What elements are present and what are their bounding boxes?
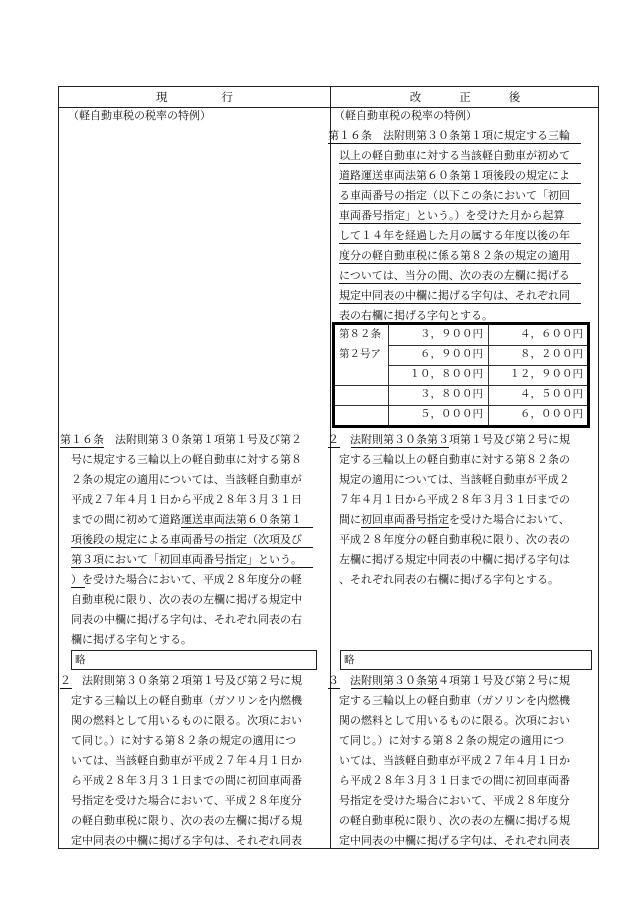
- left-article-16-line: までの間に初めて道路運送車両法第６０条第１: [71, 513, 302, 526]
- right-paragraph-2-line: 、それぞれ同表の右欄に掲げる字句とする。: [339, 573, 559, 586]
- left-paragraph-2-line: ２ 法附則第３０条第２項第１号及び第２号に規: [60, 674, 302, 687]
- right-article-16-line: 道路運送車両法第６０条第１項後段の規定によ: [339, 169, 570, 182]
- amendment-underline: [71, 547, 313, 548]
- amendment-underline: [71, 567, 313, 568]
- right-article-16-line: 表の右欄に掲げる字句とする。: [339, 309, 493, 322]
- right-omitted-box: [340, 650, 592, 670]
- amendment-underline: [351, 688, 439, 689]
- table-old-rate: ３，９００円: [420, 328, 483, 340]
- left-article-16-line: 第３項において「初回車両番号指定」という。: [71, 553, 302, 566]
- table-provision: 第８２条: [339, 328, 381, 340]
- left-article-16-line: ）を受けた場合において、平成２８年度分の軽: [71, 573, 302, 586]
- amendment-underline: [328, 688, 340, 689]
- table-old-rate: １０，８００円: [409, 368, 483, 380]
- table-new-rate: １２，９００円: [509, 368, 583, 380]
- amendment-underline: [60, 688, 72, 689]
- amendment-underline: [328, 447, 340, 448]
- amendment-underline: [339, 243, 581, 244]
- right-article-16-line: 以上の軽自動車に対する当該軽自動車が初めて: [339, 149, 570, 162]
- amendment-underline: [328, 143, 581, 144]
- left-paragraph-2-line: ら平成２８年３月３１日までの間に初回車両番: [71, 774, 302, 787]
- left-paragraph-2-line: 関の燃料として用いるものに限る。次項におい: [71, 714, 302, 727]
- table-new-rate: ４，５００円: [520, 388, 583, 400]
- table-divider: [488, 325, 489, 425]
- left-paragraph-2-line: いては、当該軽自動車が平成２７年４月１日か: [71, 754, 302, 767]
- left-article-16-line: 号に規定する三輪以上の軽自動車に対する第８: [71, 453, 302, 466]
- right-paragraph-3-line: の軽自動車税に限り、次の表の左欄に掲げる規: [339, 814, 570, 827]
- left-article-16-line: 第１６条 法附則第３０条第１項第１号及び第２: [60, 433, 302, 446]
- right-paragraph-2-line: 左欄に掲げる規定中同表の中欄に掲げる字句は: [339, 553, 570, 566]
- right-omitted-text: 略: [344, 654, 355, 666]
- left-paragraph-2-line: 定中同表の中欄に掲げる字句は、それぞれ同表: [71, 834, 302, 847]
- right-article-16-line: 第１６条 法附則第３０条第１項に規定する三輪: [328, 129, 570, 142]
- tax-rate-table: [332, 322, 590, 428]
- right-paragraph-2-line: 定する三輪以上の軽自動車に対する第８２条の: [339, 453, 570, 466]
- current-header-char: 現: [156, 90, 168, 104]
- right-article-16-line: 車両番号指定」という。）を受けた月から起算: [339, 209, 565, 222]
- amendment-underline: [339, 263, 581, 264]
- left-article-16-line: 項後段の規定による車両番号の指定（次項及び: [71, 533, 302, 546]
- column-divider: [330, 87, 331, 848]
- right-paragraph-3-line: ３ 法附則第３０条第４項第１号及び第２号に規: [328, 674, 570, 687]
- right-paragraph-2-line: ２ 法附則第３０条第３項第１号及び第２号に規: [328, 433, 570, 446]
- revised-header-char: 改: [409, 90, 422, 104]
- right-paragraph-2-line: 間に初回車両番号指定を受けた場合において、: [339, 513, 570, 526]
- left-paragraph-2-line: 定する三輪以上の軽自動車（ガソリンを内燃機: [71, 694, 302, 707]
- right-paragraph-3-line: 定中同表の中欄に掲げる字句は、それぞれ同表: [339, 834, 570, 847]
- current-header: [59, 88, 330, 107]
- table-old-rate: ６，９００円: [420, 348, 483, 360]
- amendment-underline: [361, 527, 449, 528]
- amendment-underline: [339, 183, 581, 184]
- right-article-16-line: 度分の軽自動車税に係る第８２条の規定の適用: [339, 249, 570, 262]
- table-new-rate: ４，６００円: [520, 328, 583, 340]
- table-provision: 第２号ア: [339, 348, 381, 360]
- revised-header-char: 後: [508, 90, 521, 104]
- left-heading: （軽自動車税の税率の特例）: [68, 109, 211, 122]
- left-article-16-line: 同表の中欄に掲げる字句は、それぞれ同表の右: [71, 613, 302, 626]
- left-article-16-line: ２条の規定の適用については、当該軽自動車が: [71, 473, 302, 486]
- left-omitted-box: [71, 650, 317, 670]
- right-heading: （軽自動車税の税率の特例）: [334, 109, 477, 122]
- right-paragraph-3-line: いては、当該軽自動車が平成２７年４月１日か: [339, 754, 570, 767]
- right-paragraph-3-line: ら平成２８年３月３１日までの間に初回車両番: [339, 774, 570, 787]
- amendment-underline: [60, 447, 104, 448]
- amendment-underline: [181, 527, 313, 528]
- current-header-char: 行: [221, 90, 233, 104]
- right-article-16-line: る車両番号の指定（以下この条において「初回: [339, 189, 570, 202]
- right-article-16-line: 規定中同表の中欄に掲げる字句は、それぞれ同: [339, 289, 570, 302]
- amendment-underline: [351, 447, 449, 448]
- left-paragraph-2-line: 号指定を受けた場合において、平成２８年度分: [71, 794, 302, 807]
- left-paragraph-2-line: の軽自動車税に限り、次の表の左欄に掲げる規: [71, 814, 302, 827]
- left-article-16-line: 欄に掲げる字句とする。: [71, 633, 192, 646]
- table-divider: [388, 325, 389, 425]
- right-paragraph-3-line: 定する三輪以上の軽自動車（ガソリンを内燃機: [339, 694, 570, 707]
- left-article-16-line: 自動車税に限り、次の表の左欄に掲げる規定中: [71, 593, 302, 606]
- amendment-underline: [339, 283, 581, 284]
- amendment-underline: [339, 223, 581, 224]
- right-article-16-line: については、当分の間、次の表の左欄に掲げる: [339, 269, 570, 282]
- right-article-16-line: して１４年を経過した月の属する年度以後の年: [339, 229, 570, 242]
- revised-header-char: 正: [459, 90, 471, 104]
- right-paragraph-2-line: 規定の適用については、当該軽自動車が平成２: [339, 473, 570, 486]
- amendment-underline: [71, 587, 85, 588]
- table-old-rate: ５，０００円: [420, 408, 483, 420]
- table-old-rate: ３，８００円: [420, 388, 483, 400]
- table-new-rate: ６，０００円: [520, 408, 583, 420]
- amendment-underline: [339, 303, 581, 304]
- amendment-underline: [339, 163, 581, 164]
- amendment-underline: [339, 203, 581, 204]
- right-paragraph-3-line: 号指定を受けた場合において、平成２８年度分: [339, 794, 570, 807]
- table-new-rate: ８，２００円: [520, 348, 583, 360]
- revised-header: [330, 88, 600, 107]
- left-omitted-text: 略: [75, 654, 86, 666]
- left-paragraph-2-line: て同じ。）に対する第８２条の規定の適用につ: [71, 734, 297, 747]
- right-paragraph-2-line: ７年４月１日から平成２８年３月３１日までの: [339, 493, 570, 506]
- right-paragraph-3-line: 関の燃料として用いるものに限る。次項におい: [339, 714, 570, 727]
- right-paragraph-3-line: て同じ。）に対する第８２条の規定の適用につ: [339, 734, 565, 747]
- right-paragraph-2-line: 平成２８年度分の軽自動車税に限り、次の表の: [339, 533, 570, 546]
- left-article-16-line: 平成２７年４月１日から平成２８年３月３１日: [71, 493, 302, 506]
